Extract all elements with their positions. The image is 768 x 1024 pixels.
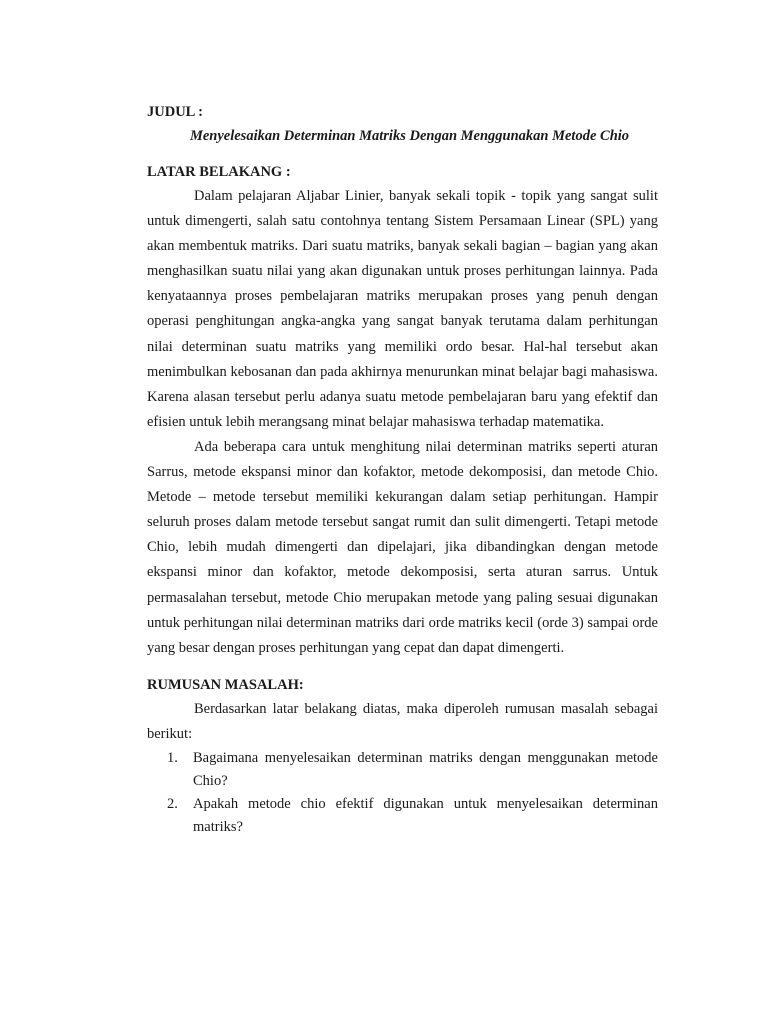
rumusan-masalah-heading: RUMUSAN MASALAH: — [147, 676, 304, 693]
rumusan-masalah-intro: Berdasarkan latar belakang diatas, maka diperoleh rumusan masalah sebagai berikut: — [147, 700, 658, 742]
rumusan-masalah-list — [147, 747, 658, 839]
list-item-number: 2. — [167, 795, 178, 812]
list-item-text: Bagaimana menyelesaikan determinan matriks dengan menggunakan metode Chio? — [193, 749, 658, 789]
judul-label: JUDUL : — [147, 104, 203, 120]
latar-belakang-heading: LATAR BELAKANG : — [147, 164, 291, 180]
list-item-text: Apakah metode chio efektif digunakan untuk menyelesaikan determinan matriks? — [193, 795, 658, 835]
list-item-number: 1. — [167, 749, 178, 766]
list-item — [147, 793, 658, 839]
section-spacer — [147, 661, 658, 673]
list-item — [147, 747, 658, 793]
document-title: Menyelesaikan Determinan Matriks Dengan Menggunakan Metode Chio — [189, 128, 630, 144]
latar-belakang-paragraph-1: Dalam pelajaran Aljabar Linier, banyak sekali topik - topik yang sangat sulit untuk dimengerti, salah satu contohnya tentang Sistem Persamaan Linear (SPL) yang akan membentuk matriks. Dari suatu matriks, banyak sekali bagian – bagian yang akan menghasilkan suatu nilai yang akan digunakan untuk proses perhitungan lainnya. Pada kenyataannya proses pembelajaran matriks merupakan proses yang penuh dengan operasi penghitungan angka-angka yang sangat banyak terutama dalam perhitungan nilai determinan suatu matriks yang memiliki ordo besar. Hal-hal tersebut akan menimbulkan kebosanan dan pada akhirnya menurunkan minat belajar bagi mahasiswa. Karena alasan tersebut perlu adanya suatu metode pembelajaran baru yang efektif dan efisien untuk lebih merangsang minat belajar mahasiswa terhadap matematika. — [147, 188, 658, 430]
latar-belakang-paragraph-2: Ada beberapa cara untuk menghitung nilai determinan matriks seperti aturan Sarrus, metode ekspansi minor dan kofaktor, metode dekomposisi, dan metode Chio. Metode – metode tersebut memiliki kekurangan dalam setiap perhitungan. Hampir seluruh proses dalam metode tersebut sangat rumit dan sulit dimengerti. Tetapi metode Chio, lebih mudah dimengerti dan dipelajari, jika dibandingkan dengan metode ekspansi minor dan kofaktor, metode dekomposisi, serta aturan sarrus. Untuk permasalahan tersebut, metode Chio merupakan metode yang paling sesuai digunakan untuk perhitungan nilai determinan matriks dari orde matriks kecil (orde 3) sampai orde yang besar dengan proses perhitungan yang cepat dan dapat dimengerti. — [147, 438, 658, 656]
document-page — [147, 100, 658, 839]
